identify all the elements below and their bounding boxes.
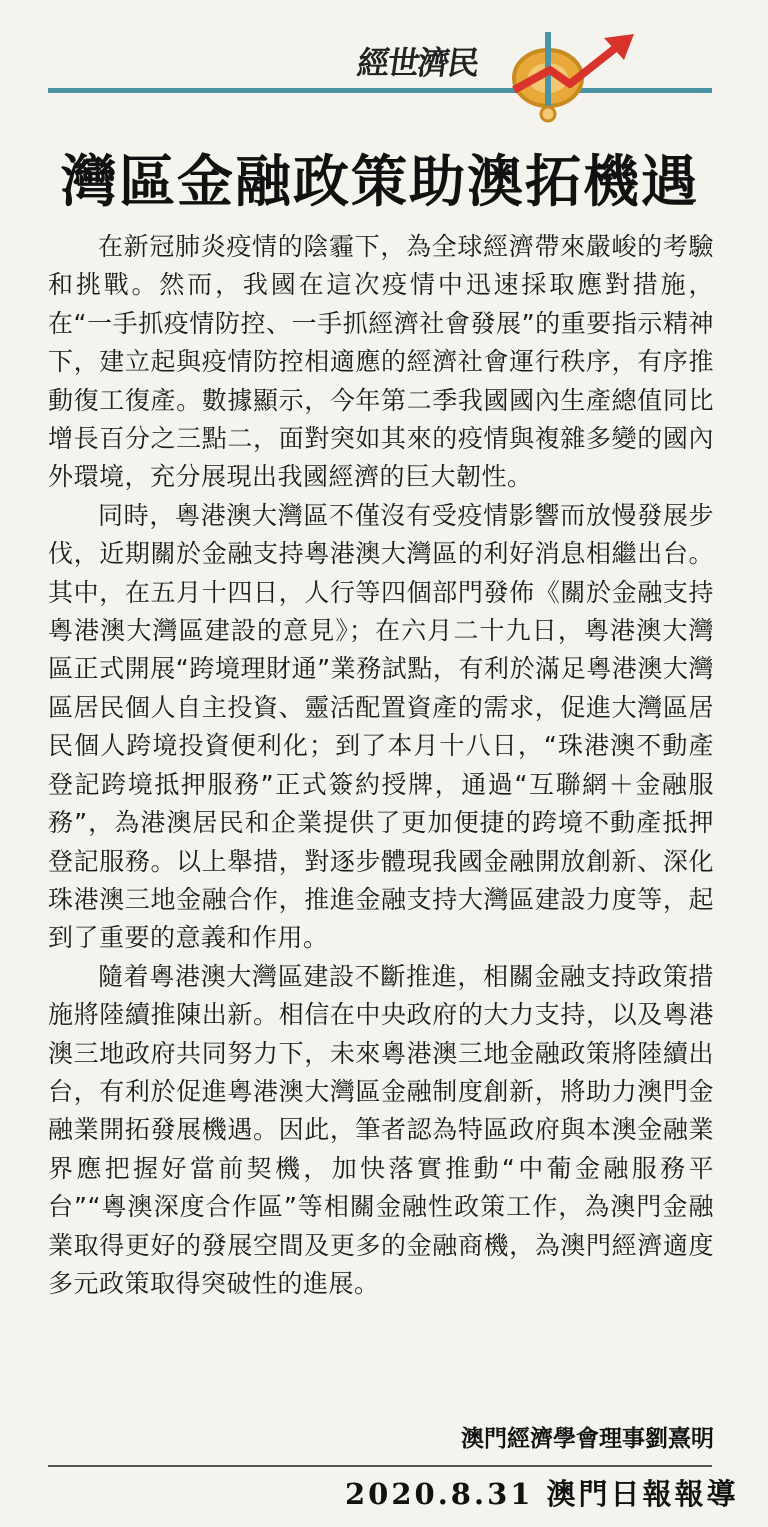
article-paragraph-1: 在新冠肺炎疫情的陰霾下，為全球經濟帶來嚴峻的考驗和挑戰。然而，我國在這次疫情中迅速採取應對措施，在“一手抓疫情防控、一手抓經濟社會發展”的重要指示精神下，建立起與疫情防控相適應的經濟社會運行秩序，有序推動復工復產。數據顯示，今年第二季我國國內生產總值同比增長百分之三點二，面對突如其來的疫情與複雜多變的國內外環境，充分展現出我國經濟的巨大韌性。 bbox=[48, 232, 714, 492]
footer-rule bbox=[48, 1465, 712, 1467]
column-name: 經世濟民 bbox=[355, 44, 481, 82]
article-paragraph-3: 隨着粵港澳大灣區建設不斷推進，相關金融支持政策措施將陸續推陳出新。相信在中央政府的大力支持，以及粵港澳三地政府共同努力下，未來粵港澳三地金融政策將陸續出台，有利於促進粵港澳大灣區金融制度創新，將助力澳門金融業開拓發展機遇。因此，筆者認為特區政府與本澳金融業界應把握好當前契機，加快落實推動“中葡金融服務平台”“粵澳深度合作區”等相關金融性政策工作，為澳門金融業取得更好的發展空間及更多的金融商機，為澳門經濟適度多元政策取得突破性的進展。 bbox=[48, 961, 714, 1298]
headline: 灣區金融政策助澳拓機遇 bbox=[61, 150, 699, 215]
author-byline: 澳門經濟學會理事劉熹明 bbox=[461, 1426, 714, 1452]
article-body bbox=[48, 228, 714, 1303]
column-header bbox=[0, 0, 768, 130]
article-paragraph-2: 同時，粵港澳大灣區不僅沒有受疫情影響而放慢發展步伐，近期關於金融支持粵港澳大灣區的利好消息相繼出台。其中，在五月十四日，人行等四個部門發佈《關於金融支持粵港澳大灣區建設的意見》；在六月二十九日，粵港澳大灣區正式開展“跨境理財通”業務試點，有利於滿足粵港澳大灣區居民個人自主投資、靈活配置資產的需求，促進大灣區居民個人跨境投資便利化；到了本月十八日，“珠港澳不動產登記跨境抵押服務”正式簽約授牌，通過“互聯網＋金融服務”，為港澳居民和企業提供了更加便捷的跨境不動產抵押登記服務。以上舉措，對逐步體現我國金融開放創新、深化珠港澳三地金融合作，推進金融支持大灣區建設力度等，起到了重要的意義和作用。 bbox=[48, 500, 714, 953]
source-stamp: 2020.8.31 澳門日報報導 bbox=[345, 1477, 739, 1511]
rising-arrow-coin-icon bbox=[500, 30, 640, 125]
